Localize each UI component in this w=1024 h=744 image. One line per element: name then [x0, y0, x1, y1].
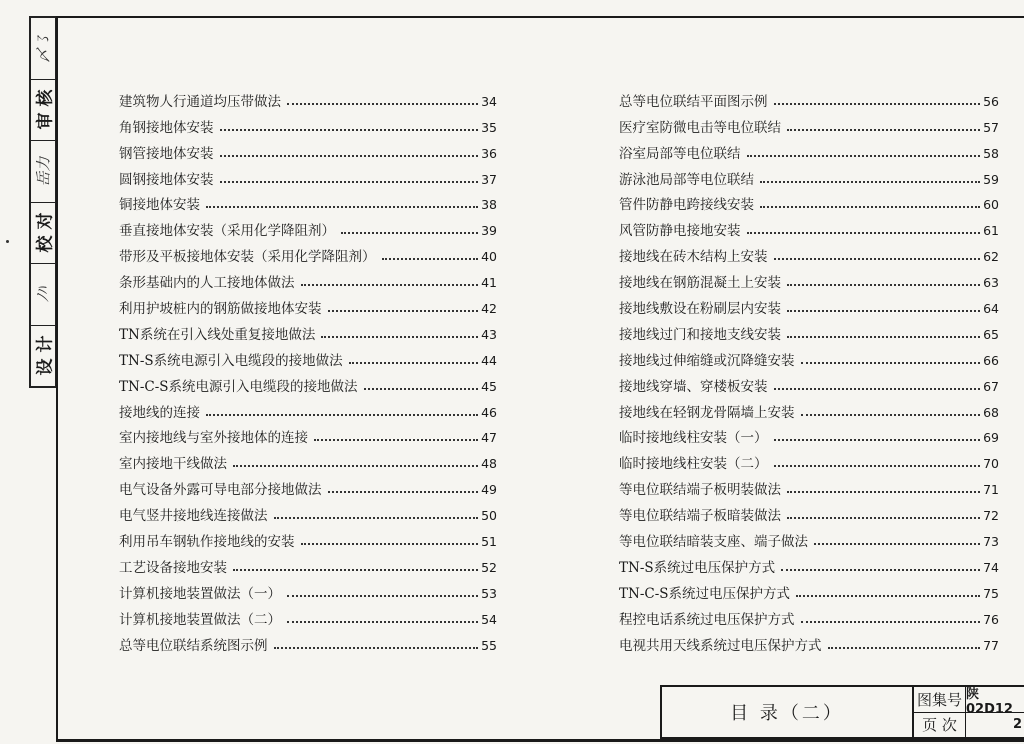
dot-leader: [321, 335, 478, 338]
dot-leader: [341, 231, 478, 234]
review-signature: 〆㇌: [34, 33, 53, 64]
toc-entry-page: 51: [481, 534, 497, 550]
toc-entry-title: 计算机接地装置做法（一）: [119, 585, 281, 602]
toc-entry: [119, 628, 497, 654]
toc-entry-page: 65: [983, 326, 999, 342]
toc-left-column: [119, 84, 497, 654]
toc-entry: [119, 524, 497, 550]
atlas-number-row: [914, 686, 1024, 717]
dot-leader: [787, 283, 980, 286]
toc-entry-page: 71: [983, 482, 999, 498]
dot-leader: [328, 309, 479, 312]
toc-entry-page: 77: [983, 637, 999, 653]
toc-entry-page: 35: [481, 119, 497, 135]
toc-entry-title: 钢管接地体安装: [119, 145, 214, 162]
check-signature: 岳力: [34, 156, 53, 187]
toc-entry-title: 等电位联结暗装支座、端子做法: [619, 534, 808, 551]
toc-entry-title: 电气竖井接地线连接做法: [119, 508, 268, 525]
toc-entry: [119, 446, 497, 472]
toc-entry: [119, 265, 497, 291]
toc-entry-title: 电气设备外露可导电部分接地做法: [119, 482, 322, 499]
toc-entry-page: 43: [481, 326, 497, 342]
toc-entry-title: 接地线在轻钢龙骨隔墙上安装: [619, 404, 795, 421]
dot-leader: [801, 413, 981, 416]
toc-entry-page: 75: [983, 585, 999, 601]
design-label: 设 计: [35, 335, 56, 376]
dot-leader: [274, 516, 479, 519]
sidebar-cell-review-signature: [31, 18, 55, 80]
toc-entry-page: 74: [983, 559, 999, 575]
dot-leader: [233, 464, 478, 467]
dot-leader: [787, 490, 980, 493]
dot-leader: [814, 542, 980, 545]
toc-entry-page: 67: [983, 378, 999, 394]
toc-entry: [119, 136, 497, 162]
toc-entry-page: 37: [481, 171, 497, 187]
toc-entry-page: 63: [983, 275, 999, 291]
toc-entry-page: 36: [481, 145, 497, 161]
toc-entry-page: 62: [983, 249, 999, 265]
toc-entry-title: 等电位联结端子板暗装做法: [619, 508, 781, 525]
toc-entry-title: 接地线过门和接地支线安装: [619, 326, 781, 343]
toc-entry-page: 39: [481, 223, 497, 239]
toc-entry: [119, 213, 497, 239]
toc-entry: [619, 472, 999, 498]
dot-leader: [274, 646, 479, 649]
toc-entry-page: 54: [481, 611, 497, 627]
dot-leader: [774, 257, 981, 260]
atlas-number-value: 陕02D12: [966, 686, 1013, 717]
toc-entry: [119, 188, 497, 214]
toc-entry-title: 程控电话系统过电压保护方式: [619, 611, 795, 628]
toc-entry: [619, 110, 999, 136]
toc-entry: [119, 576, 497, 602]
dot-leader: [206, 413, 478, 416]
sidebar-cell-check: [31, 203, 55, 265]
toc-entry-page: 68: [983, 404, 999, 420]
toc-entry-title: 条形基础内的人工接地体做法: [119, 275, 295, 292]
dot-leader: [787, 516, 980, 519]
toc-entry-title: 接地线穿墙、穿楼板安装: [619, 378, 768, 395]
toc-entry: [619, 136, 999, 162]
toc-entry-title: 风管防静电接地安装: [619, 223, 741, 240]
toc-entry: [619, 576, 999, 602]
dot-leader: [220, 180, 479, 183]
toc-entry: [119, 343, 497, 369]
toc-entry: [619, 291, 999, 317]
dot-leader: [787, 335, 980, 338]
dot-leader: [796, 594, 980, 597]
toc-entry-page: 34: [481, 93, 497, 109]
toc-entry: [619, 550, 999, 576]
toc-entry-title: TN-S系统电源引入电缆段的接地做法: [119, 352, 343, 369]
toc-entry-title: 游泳池局部等电位联结: [619, 171, 754, 188]
toc-entry-page: 40: [481, 249, 497, 265]
page-number-row: [914, 712, 1024, 737]
dot-leader: [774, 102, 981, 105]
toc-entry: [119, 602, 497, 628]
toc-entry-page: 58: [983, 145, 999, 161]
dot-leader: [801, 620, 981, 623]
toc-entry-page: 59: [983, 171, 999, 187]
page-number-label: 页 次: [914, 712, 966, 737]
toc-entry: [119, 317, 497, 343]
toc-entry: [619, 239, 999, 265]
toc-entry-title: 接地线敷设在粉刷层内安装: [619, 301, 781, 318]
toc-right-column: [619, 84, 999, 654]
toc-entry: [119, 498, 497, 524]
toc-entry-page: 60: [983, 197, 999, 213]
toc-entry-page: 66: [983, 352, 999, 368]
toc-entry-page: 69: [983, 430, 999, 446]
check-label: 校 对: [35, 212, 56, 253]
toc-entry-title: 接地线在砖木结构上安装: [619, 249, 768, 266]
toc-entry-page: 72: [983, 508, 999, 524]
page-title: 目 录（二）: [662, 687, 914, 737]
dot-leader: [328, 490, 479, 493]
dot-leader: [301, 283, 479, 286]
toc-entry: [619, 446, 999, 472]
dot-leader: [787, 309, 980, 312]
toc-entry: [619, 628, 999, 654]
toc-entry-page: 76: [983, 611, 999, 627]
toc-entry: [119, 162, 497, 188]
toc-entry: [619, 421, 999, 447]
dot-leader: [774, 464, 981, 467]
toc-entry-page: 38: [481, 197, 497, 213]
toc-entry: [619, 265, 999, 291]
toc-entry-title: 接地线过伸缩缝或沉降缝安装: [619, 352, 795, 369]
dot-leader: [301, 542, 479, 545]
toc-entry: [119, 239, 497, 265]
toc-entry-title: 临时接地线柱安装（一）: [619, 430, 768, 447]
dot-leader: [787, 128, 980, 131]
page-number-value: 2: [1012, 717, 1022, 732]
toc-entry: [619, 498, 999, 524]
dot-leader: [233, 568, 478, 571]
review-label: 审 核: [35, 89, 56, 130]
dot-leader: [774, 387, 981, 390]
toc-entry: [119, 369, 497, 395]
toc-entry-title: 室内接地干线做法: [119, 456, 227, 473]
toc-entry-title: 室内接地线与室外接地体的连接: [119, 430, 308, 447]
toc-entry-title: TN-C-S系统电源引入电缆段的接地做法: [119, 378, 358, 395]
toc-entry-page: 73: [983, 534, 999, 550]
dot-leader: [747, 154, 981, 157]
dot-leader: [220, 128, 479, 131]
toc-entry-title: 工艺设备接地安装: [119, 559, 227, 576]
toc-entry-title: 铜接地体安装: [119, 197, 200, 214]
dot-leader: [287, 620, 478, 623]
toc-entry-title: 浴室局部等电位联结: [619, 145, 741, 162]
toc-entry-title: 垂直接地体安装（采用化学降阻剂）: [119, 223, 335, 240]
toc-entry: [119, 550, 497, 576]
toc-entry-page: 49: [481, 482, 497, 498]
toc-entry-page: 70: [983, 456, 999, 472]
toc-entry-page: 47: [481, 430, 497, 446]
dot-leader: [760, 180, 980, 183]
toc-entry-page: 53: [481, 585, 497, 601]
dot-leader: [364, 387, 479, 390]
dot-leader: [774, 438, 981, 441]
toc-entry: [619, 602, 999, 628]
toc-entry: [119, 421, 497, 447]
dot-leader: [828, 646, 981, 649]
sidebar-cell-check-signature: [31, 141, 55, 203]
toc-entry-page: 45: [481, 378, 497, 394]
toc-entry-title: 计算机接地装置做法（二）: [119, 611, 281, 628]
toc-entry: [119, 472, 497, 498]
toc-entry: [619, 343, 999, 369]
toc-entry-page: 50: [481, 508, 497, 524]
sidebar-cell-review: [31, 80, 55, 142]
toc-entry-title: 管件防静电跨接线安装: [619, 197, 754, 214]
toc-entry-page: 56: [983, 93, 999, 109]
toc-entry-title: TN-S系统过电压保护方式: [619, 559, 776, 576]
toc-entry: [119, 395, 497, 421]
toc-entry-title: 建筑物人行通道均压带做法: [119, 93, 281, 110]
dot-leader: [220, 154, 479, 157]
dot-leader: [287, 594, 478, 597]
toc-entry-page: 41: [481, 275, 497, 291]
toc-entry-title: 利用护坡桩内的钢筋做接地体安装: [119, 301, 322, 318]
toc-entry: [119, 291, 497, 317]
toc-entry-page: 46: [481, 404, 497, 420]
toc-entry-title: 总等电位联结系统图示例: [119, 637, 268, 654]
dot-leader: [349, 361, 478, 364]
dot-leader: [781, 568, 980, 571]
toc-entry: [119, 84, 497, 110]
toc-entry-page: 52: [481, 559, 497, 575]
toc-entry: [619, 84, 999, 110]
dot-leader: [314, 438, 478, 441]
toc-entry-title: 医疗室防微电击等电位联结: [619, 119, 781, 136]
sidebar-cell-design-signature: [31, 264, 55, 326]
toc-entry: [619, 524, 999, 550]
title-block: [660, 685, 1024, 739]
atlas-number-label: 图集号: [914, 687, 966, 712]
toc-entry-title: 总等电位联结平面图示例: [619, 93, 768, 110]
toc-entry-page: 42: [481, 301, 497, 317]
dot-leader: [747, 231, 981, 234]
toc-entry-title: 接地线在钢筋混凝土上安装: [619, 275, 781, 292]
toc-entry: [619, 369, 999, 395]
toc-entry-title: 利用吊车钢轨作接地线的安装: [119, 534, 295, 551]
toc-entry: [619, 317, 999, 343]
dot-leader: [206, 205, 478, 208]
toc-entry-page: 55: [481, 637, 497, 653]
toc-entry-title: 临时接地线柱安装（二）: [619, 456, 768, 473]
toc-entry-page: 44: [481, 352, 497, 368]
toc-entry: [119, 110, 497, 136]
scan-speck: [6, 240, 9, 243]
toc-entry: [619, 162, 999, 188]
dot-leader: [760, 205, 980, 208]
approval-sidebar: [29, 16, 57, 388]
toc-entry-title: 电视共用天线系统过电压保护方式: [619, 637, 822, 654]
dot-leader: [382, 257, 479, 260]
toc-entry: [619, 188, 999, 214]
toc-entry: [619, 213, 999, 239]
sidebar-cell-design: [31, 326, 55, 387]
toc-entry-page: 57: [983, 119, 999, 135]
toc-entry-page: 61: [983, 223, 999, 239]
toc-entry-title: TN系统在引入线处重复接地做法: [119, 326, 316, 343]
dot-leader: [287, 102, 478, 105]
toc-entry: [619, 395, 999, 421]
toc-entry-page: 48: [481, 456, 497, 472]
toc-entry-title: TN-C-S系统过电压保护方式: [619, 585, 791, 602]
toc-entry-title: 带形及平板接地体安装（采用化学降阻剂）: [119, 249, 376, 266]
toc-entry-title: 圆钢接地体安装: [119, 171, 214, 188]
design-signature: ﾉﾊ: [34, 286, 53, 302]
dot-leader: [801, 361, 981, 364]
toc-entry-page: 64: [983, 301, 999, 317]
toc-entry-title: 等电位联结端子板明装做法: [619, 482, 781, 499]
toc-entry-title: 接地线的连接: [119, 404, 200, 421]
toc-entry-title: 角钢接地体安装: [119, 119, 214, 136]
